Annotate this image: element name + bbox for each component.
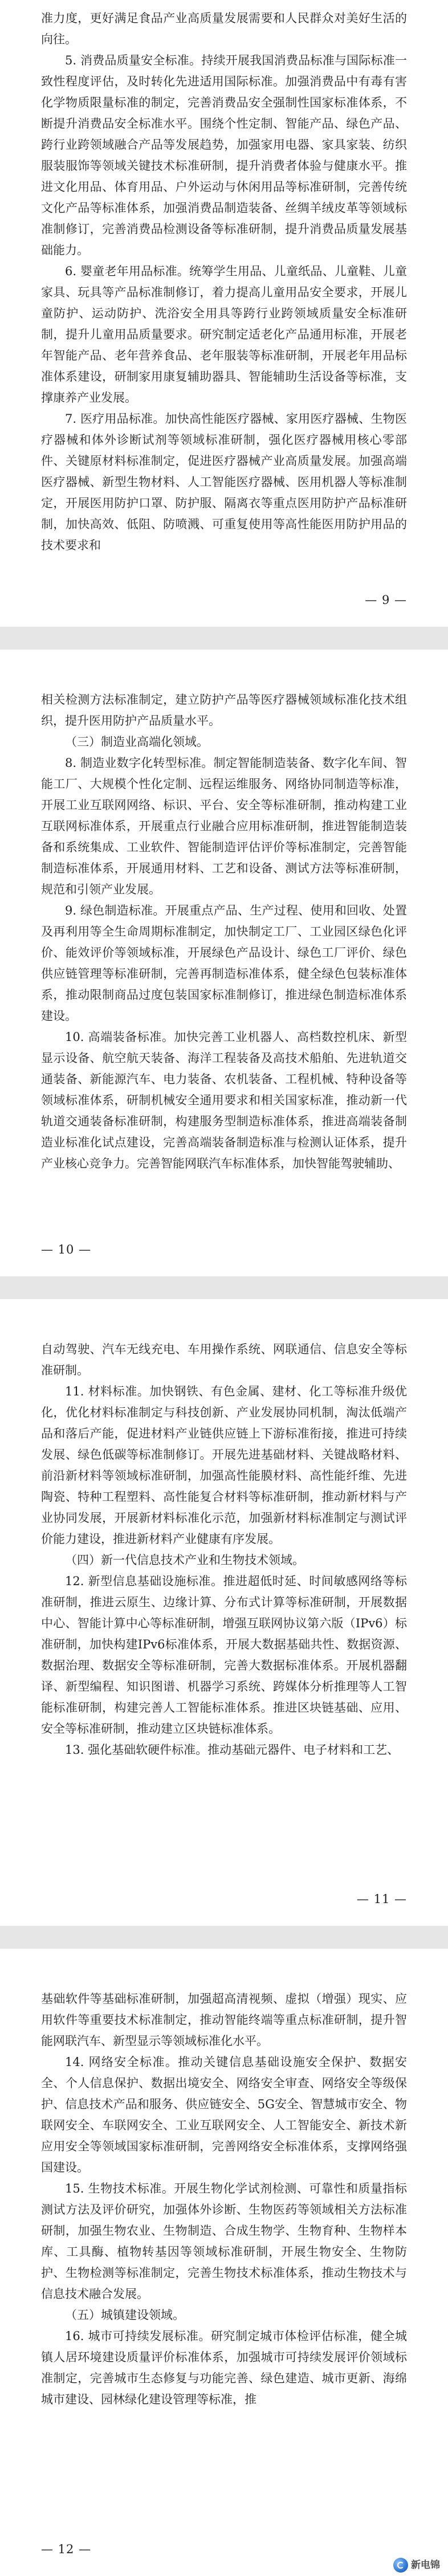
page-11: [0, 1299, 448, 1926]
paragraph-item-14: 14. 网络安全标准。推动关键信息基础设施安全保护、数据安全、个人信息保护、数据出境安全、网络安全审查、网络安全等级保护、信息技术产品和服务、供应链安全、5G安全、智慧城市安全、物联网安全、车联网安全、工业互联网安全、人工智能安全、新技术新应用安全等领域国家标准研制，完善网络安全标准体系，支撑网络强国建设。: [41, 2055, 407, 2174]
page-separator: [0, 1926, 448, 1949]
page-number: — 12 —: [41, 2542, 92, 2556]
page-body: [41, 8, 407, 556]
paragraph-item-11: 11. 材料标准。加快钢铁、有色金属、建材、化工等标准升级优化，优化材料标准制定与科技创新、产业发展协同机制，淘汰低端产品和落后产能，促进材料产业链供应链上下游标准衔接，推进可持续发展、绿色低碳等标准制修订。开展先进基础材料、关键战略材料、前沿新材料等领域标准研制，加强高性能膜材料、高性能纤维、先进陶瓷、特种工程塑料、高性能复合材料等标准研制，推动新材料与产业协同发展，开展新材料标准化示范，加强新材料标准制定与测试评价能力建设，推进新材料产业健康有序发展。: [41, 1385, 407, 1546]
paragraph-item-7: 7. 医疗用品标准。加快高性能医疗器械、家用医疗器械、生物医疗器械和体外诊断试剂等领域标准研制，强化医疗器械用核心零部件、关键原材料标准制定，促进医疗器械产业高质量发展。加强高端医疗器械、新型生物材料、人工智能医疗器械、医用机器人等标准制定，开展医用防护口罩、防护服、隔离衣等重点医用防护产品标准研制，加快高效、低阻、防喷溅、可重复使用等高性能医用防护用品的技术要求和: [41, 412, 407, 552]
page-separator: [0, 1276, 448, 1299]
watermark: [393, 2558, 440, 2573]
page-body: [41, 1339, 407, 1761]
paragraph-item-16: 16. 城市可持续发展标准。研究制定城市体检评估标准，健全城镇人居环境建设质量评价标准体系，加强城市可持续发展评价领域标准制定，完善城市生态修复与功能完善、绿色建造、城市更新、海绵城市建设、园林绿化建设管理等标准，推: [41, 2329, 407, 2406]
page-body: [41, 1989, 407, 2410]
watermark-text: 新电锦: [411, 2559, 440, 2571]
page-body: [41, 689, 407, 1174]
page-9: [0, 0, 448, 627]
page-number: — 9 —: [365, 593, 407, 607]
page-number: — 10 —: [41, 1243, 92, 1256]
section-heading-3: （三）制造业高端化领域。: [65, 735, 209, 749]
logo-icon: [393, 2558, 408, 2573]
paragraph-item-9: 9. 绿色制造标准。开展重点产品、生产过程、使用和回收、处置及再利用等全生命周期标准制定，加快制定工厂、工业园区绿色化评价、能效评价等领域标准，开展绿色产品设计、绿色工厂评价、绿色供应链管理等标准研制，完善再制造标准体系，健全绿色包装标准体系，推动限制商品过度包装国家标准制修订，推进绿色制造标准体系建设。: [41, 904, 407, 1023]
section-heading-4: （四）新一代信息技术产业和生物技术领域。: [65, 1553, 304, 1567]
paragraph-continued: 基础软件等基础标准研制，加强超高清视频、虚拟（增强）现实、应用软件等重要技术标准制定，推动智能终端等重点标准研制，提升智能网联汽车、新型显示等领域标准化水平。: [41, 1992, 407, 2048]
paragraph-item-13: 13. 强化基础软硬件标准。推动基础元器件、电子材料和工艺、: [65, 1743, 400, 1757]
page-number: — 11 —: [356, 1892, 407, 1906]
paragraph-item-15: 15. 生物技术标准。开展生物化学试剂检测、可靠性和质量指标测试方法及评价研究，加强体外诊断、生物医药等领域相关方法标准研制，加强生物农业、生物制造、合成生物学、生物育种、生物样本库、工具酶、植物转基因等领域标准研制，开展生物安全、生物防护、生物检测等标准制定，完善生物技术标准体系，推动生物技术与信息技术融合发展。: [41, 2182, 407, 2301]
paragraph-item-10: 10. 高端装备标准。加快完善工业机器人、高档数控机床、新型显示设备、航空航天装备、海洋工程装备及高技术船舶、先进轨道交通装备、新能源汽车、电力装备、农机装备、工程机械、特种设备等领域标准体系，研制机械安全通用要求和相关国家标准，推动新一代轨道交通装备标准研制，构建服务型制造标准体系，推进高端装备制造业标准化试点建设，完善高端装备制造标准与检测认证体系，提升产业核心竞争力。完善智能网联汽车标准体系，加快智能驾驶辅助、: [41, 1030, 407, 1170]
paragraph-item-5: 5. 消费品质量安全标准。持续开展我国消费品标准与国际标准一致性程度评估，及时转化先进适用国际标准。加强消费品中有毒有害化学物质限量标准的制定，完善消费品安全强制性国家标准体系，不断提升消费品安全标准水平。围绕个性定制、智能产品、绿色产品、跨行业跨领域融合产品等发展趋势，加强家用电器、家具家装、纺织服装服饰等领域关键技术标准研制，提升消费者体验与健康水平。推进文化用品、体育用品、户外运动与休闲用品等标准研制，完善传统文化产品等标准体系，加强消费品制造装备、丝绸羊绒皮革等领域标准制修订，完善消费品检测设备等标准研制，提升消费品质量发展基础能力。: [41, 54, 407, 257]
paragraph-continued: 准力度，更好满足食品产业高质量发展需要和人民群众对美好生活的向往。: [41, 11, 407, 46]
page-12: [0, 1949, 448, 2576]
paragraph-item-6: 6. 婴童老年用品标准。统筹学生用品、儿童纸品、儿童鞋、儿童家具、玩具等产品标准制修订，着力提高儿童用品安全要求，开展儿童防护、运动防护、洗浴安全用具等跨行业跨领域质量安全标准研制，提升儿童用品质量要求。研究制定适老化产品通用标准，开展老年智能产品、老年营养食品、老年服装等标准研制，开展老年用品标准体系建设，研制家用康复辅助器具、智能辅助生活设备等标准，支撑康养产业发展。: [41, 264, 407, 405]
section-heading-5: （五）城镇建设领域。: [65, 2308, 185, 2322]
paragraph-item-8: 8. 制造业数字化转型标准。制定智能制造装备、数字化车间、智能工厂、大规模个性化定制、远程运维服务、网络协同制造等标准，开展工业互联网网络、标识、平台、安全等标准研制，推动构建工业互联网标准体系，开展重点行业融合应用标准研制，推进智能制造装备和系统集成、工业软件、智能制造评估评价等标准制定，完善智能制造标准体系，开展通用材料、工艺和设备、测试方法等标准研制，规范和引领产业发展。: [41, 756, 407, 896]
paragraph-continued: 自动驾驶、汽车无线充电、车用操作系统、网联通信、信息安全等标准研制。: [41, 1342, 407, 1377]
page-10: [0, 650, 448, 1276]
page-separator: [0, 627, 448, 650]
paragraph-item-12: 12. 新型信息基础设施标准。推进超低时延、时间敏感网络等标准研制，推进云原生、边缘计算、分布式计算等标准研制，开展数据中心、智能计算中心等标准研制，增强互联网协议第六版（IPv6）标准研制，加快构建IPv6标准体系，开展大数据基础共性、数据资源、数据治理、数据安全等标准研制，完善大数据标准体系。开展机器翻译、新型编程、知识图谱、机器学习系统、跨媒体分析推理等人工智能标准研制，构建完善人工智能标准体系。推进区块链基础、应用、安全等标准研制，推动建立区块链标准体系。: [41, 1574, 407, 1736]
paragraph-continued: 相关检测方法标准制定，建立防护产品等医疗器械领域标准化技术组织，提升医用防护产品质量水平。: [41, 693, 407, 728]
